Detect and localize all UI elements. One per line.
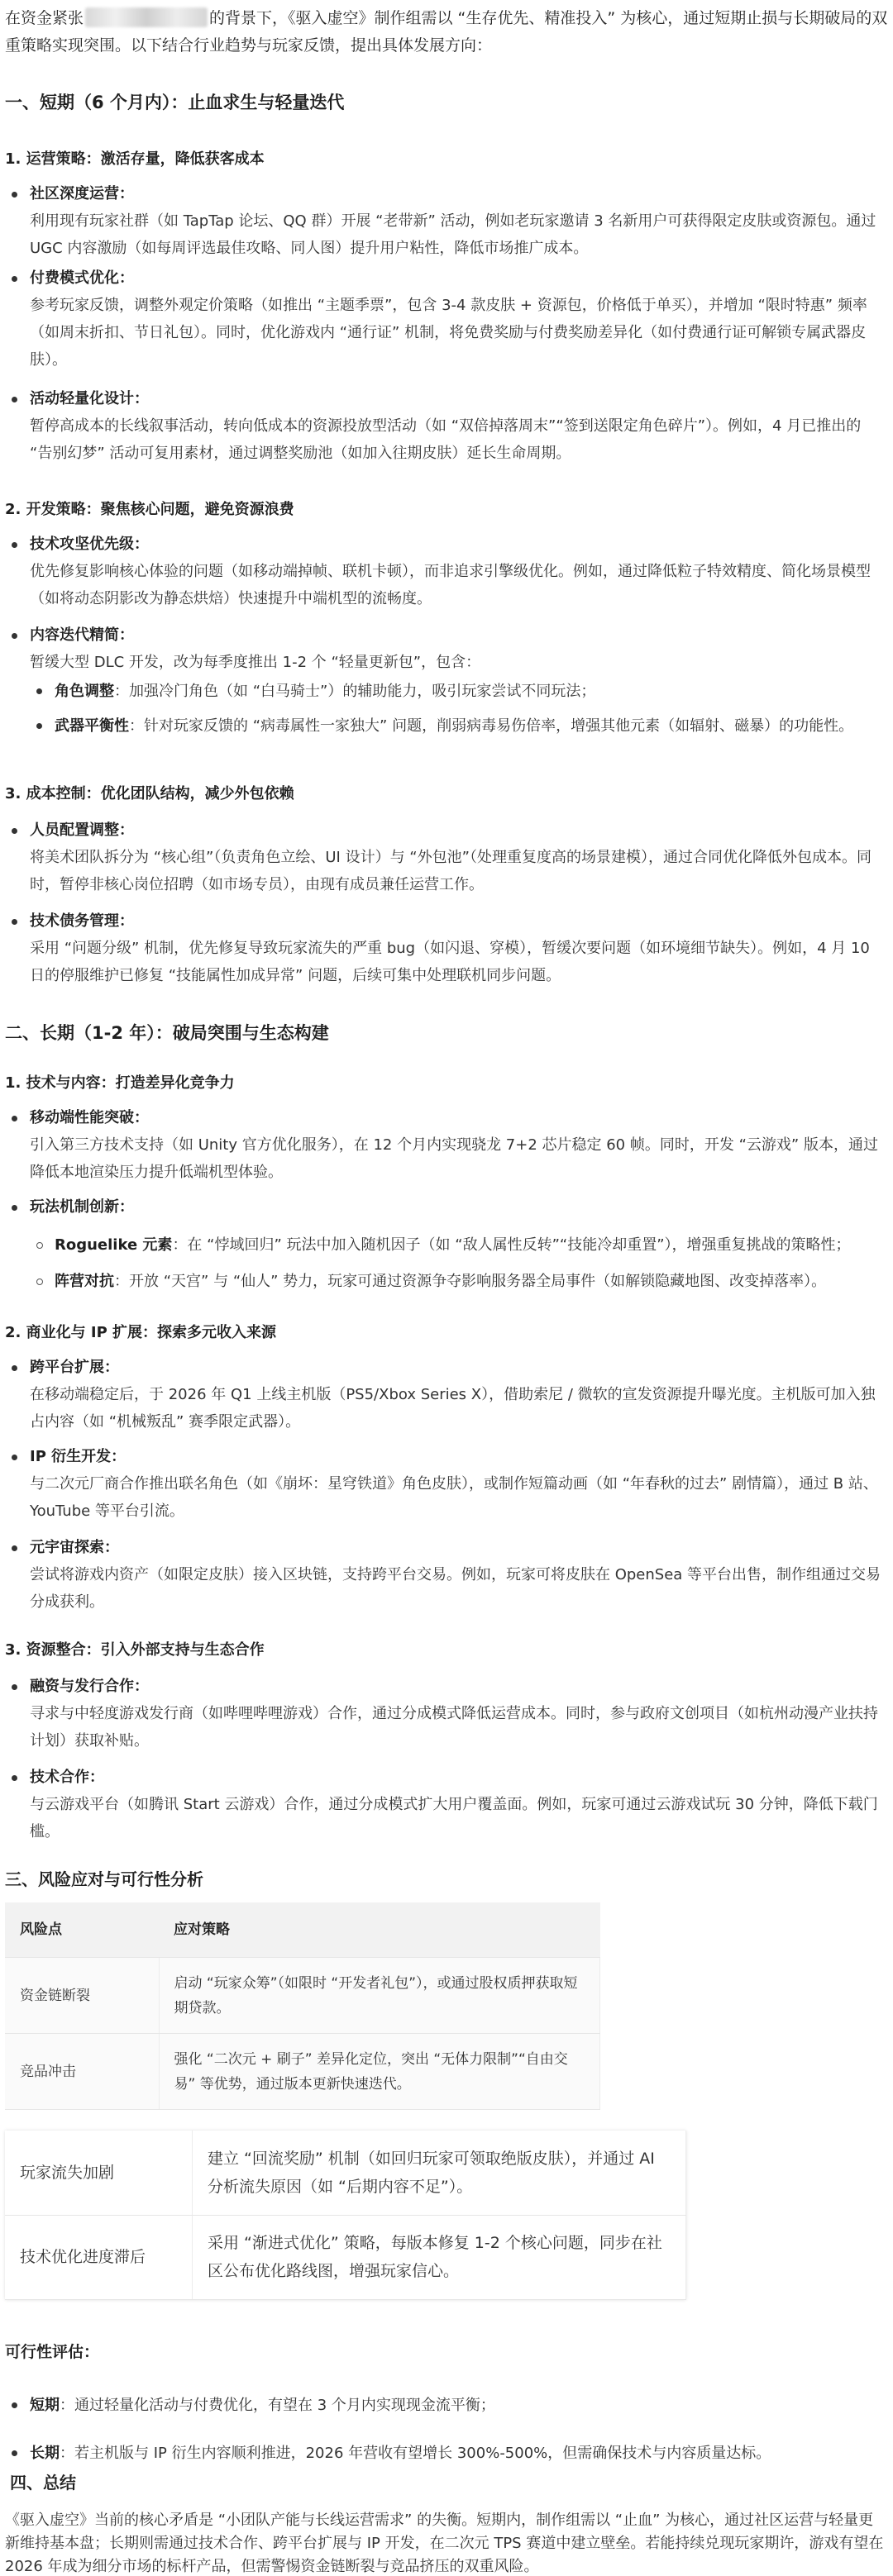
section-1-sub-2-title: 2. 开发策略：聚焦核心问题，避免资源浪费: [5, 501, 294, 518]
section-4-title: 四、总结: [10, 2473, 76, 2493]
item-head: 技术债务管理：: [30, 912, 134, 930]
strategy-cell: 建立 “回流奖励” 机制（如回归玩家可领取绝版皮肤），并通过 AI 分析流失原因（如 “后期内容不足”）。: [193, 2131, 686, 2215]
sub-item-body: ：加强冷门角色（如 “白马骑士”）的辅助能力，吸引玩家尝试不同玩法；: [114, 683, 596, 700]
table-row: [5, 2131, 686, 2215]
sub-item-head: Roguelike 元素: [55, 1236, 173, 1254]
item-head: 移动端性能突破：: [30, 1109, 149, 1126]
intro-paragraph: [5, 5, 888, 60]
bullet-icon: [12, 828, 17, 834]
sub-item-head: 阵营对抗: [55, 1273, 114, 1290]
feasibility-body: ：通过轻量化活动与付费优化，有望在 3 个月内实现现金流平衡；: [60, 2397, 495, 2414]
item-head: 付费模式优化：: [30, 269, 134, 287]
table-row: [5, 1958, 600, 2034]
bullet-icon: [12, 919, 17, 925]
bullet-icon: [12, 276, 17, 282]
table-header-row: [5, 1902, 600, 1958]
item-head: 跨平台扩展：: [30, 1359, 119, 1376]
section-1-sub-1-title: 1. 运营策略：激活存量，降低获客成本: [5, 150, 265, 168]
bullet-icon: [12, 192, 17, 198]
strategy-cell: 启动 “玩家众筹”（如限时 “开发者礼包”），或通过股权质押获取短期贷款。: [159, 1958, 600, 2034]
risk-cell: 技术优化进度滞后: [5, 2215, 193, 2299]
table-header-risk: 风险点: [5, 1902, 159, 1958]
bullet-icon: [12, 1684, 17, 1690]
item-body: 寻求与中轻度游戏发行商（如哔哩哔哩游戏）合作，通过分成模式降低运营成本。同时，参与政府文创项目（如杭州动漫产业扶持计划）获取补贴。: [30, 1705, 878, 1750]
redacted-blur: [85, 7, 208, 27]
bullet-icon: [12, 1455, 17, 1460]
item-head: 融资与发行合作：: [30, 1678, 149, 1695]
item-body: 与二次元厂商合作推出联名角色（如《崩坏：星穹铁道》角色皮肤），或制作短篇动画（如 “年春秋的过去” 剧情篇），通过 B 站、YouTube 等平台引流。: [30, 1475, 878, 1520]
risk-table-continued: [5, 2131, 686, 2300]
summary-paragraph: 《驱入虚空》当前的核心矛盾是 “小团队产能与长线运营需求” 的失衡。短期内，制作组需以 “止血” 为核心，通过社区运营与轻量更新维持基本盘；长期则需通过技术合作、跨平台扩展与 IP 开发，在二次元 TPS 赛道中建立壁垒。若能持续兑现玩家期许，游戏有望在 2026 年成为细分市场的标杆产品，但需警惕资金链断裂与竞品挤压的双重风险。: [5, 2512, 884, 2575]
section-2-sub-1-title: 1. 技术与内容：打造差异化竞争力: [5, 1074, 235, 1092]
item-body: 暂停高成本的长线叙事活动，转向低成本的资源投放型活动（如 “双倍掉落周末”“签到送限定角色碎片”）。例如，4 月已推出的 “告别幻梦” 活动可复用素材，通过调整奖励池（如加入往期皮肤）延长生命周期。: [30, 417, 862, 462]
bullet-icon: [12, 542, 17, 548]
item-body: 将美术团队拆分为 “核心组”（负责角色立绘、UI 设计）与 “外包池”（处理重复度高的场景建模），通过合同优化降低外包成本。同时，暂停非核心岗位招聘（如市场专员），由现有成员兼任运营工作。: [30, 849, 872, 893]
bullet-icon: [12, 633, 17, 639]
sub-item-body: ：针对玩家反馈的 “病毒属性一家独大” 问题，削弱病毒易伤倍率，增强其他元素（如辐射、磁暴）的功能性。: [129, 717, 854, 735]
risk-cell: 资金链断裂: [5, 1958, 159, 2034]
bullet-icon: [12, 2450, 17, 2456]
feasibility-body: ：若主机版与 IP 衍生内容顺利推进，2026 年营收有望增长 300%-500%，但需确保技术与内容质量达标。: [60, 2445, 771, 2462]
item-body: 暂缓大型 DLC 开发，改为每季度推出 1-2 个 “轻量更新包”，包含：: [30, 654, 481, 671]
table-header-strategy: 应对策略: [159, 1902, 600, 1958]
section-2-sub-3-title: 3. 资源整合：引入外部支持与生态合作: [5, 1641, 265, 1659]
sub-item-body: ：在 “悖域回归” 玩法中加入随机因子（如 “敌人属性反转”“技能冷却重置”），增强重复挑战的策略性；: [172, 1236, 851, 1254]
section-3-title: 三、风险应对与可行性分析: [5, 1869, 203, 1889]
bullet-icon: [12, 397, 17, 402]
item-body: 优先修复影响核心体验的问题（如移动端掉帧、联机卡顿），而非追求引擎级优化。例如，通过降低粒子特效精度、简化场景模型（如将动态阴影改为静态烘焙）快速提升中端机型的流畅度。: [30, 563, 871, 607]
feasibility-head: 短期: [30, 2397, 60, 2414]
sub-item-head: 武器平衡性: [55, 717, 129, 735]
item-body: 参考玩家反馈，调整外观定价策略（如推出 “主题季票”，包含 3-4 款皮肤 + 资源包，价格低于单买），并增加 “限时特惠” 频率（如周末折扣、节日礼包）。同时，优化游戏内 “通行证” 机制，将免费奖励与付费奖励差异化（如付费通行证可解锁专属武器皮肤）。: [30, 297, 867, 369]
item-head: 内容迭代精简：: [30, 626, 134, 644]
bullet-icon: [36, 723, 42, 729]
item-body: 利用现有玩家社群（如 TapTap 论坛、QQ 群）开展 “老带新” 活动，例如老玩家邀请 3 名新用户可获得限定皮肤或资源包。通过 UGC 内容激励（如每周评选最佳攻略、同人图）提升用户粘性，降低市场推广成本。: [30, 212, 876, 257]
strategy-cell: 强化 “二次元 + 刷子” 差异化定位，突出 “无体力限制”“自由交易” 等优势，通过版本更新快速迭代。: [159, 2034, 600, 2110]
item-head: 活动轻量化设计：: [30, 390, 149, 407]
risk-table: [5, 1902, 600, 2110]
item-body: 在移动端稳定后，于 2026 年 Q1 上线主机版（PS5/Xbox Series X），借助索尼 / 微软的宣发资源提升曝光度。主机版可加入独占内容（如 “机械叛乱” 赛季限定武器）。: [30, 1386, 876, 1431]
item-head: 社区深度运营：: [30, 185, 134, 202]
hollow-bullet-icon: [36, 1242, 43, 1249]
risk-cell: 竞品冲击: [5, 2034, 159, 2110]
feasibility-head: 长期: [30, 2445, 60, 2462]
item-head: IP 衍生开发：: [30, 1448, 127, 1465]
bullet-icon: [36, 688, 42, 694]
hollow-bullet-icon: [36, 1278, 43, 1285]
section-2-title: 二、长期（1-2 年）：破局突围与生态构建: [5, 1023, 329, 1043]
item-body: 与云游戏平台（如腾讯 Start 云游戏）合作，通过分成模式扩大用户覆盖面。例如，玩家可通过云游戏试玩 30 分钟，降低下载门槛。: [30, 1796, 878, 1840]
item-body: 尝试将游戏内资产（如限定皮肤）接入区块链，支持跨平台交易。例如，玩家可将皮肤在 OpenSea 等平台出售，制作组通过交易分成获利。: [30, 1566, 881, 1611]
feasibility-label: 可行性评估：: [5, 2343, 100, 2361]
bullet-icon: [12, 2402, 17, 2408]
table-row: [5, 2034, 600, 2110]
bullet-icon: [12, 1116, 17, 1121]
intro-text-end: 的背景下，《驱入虚空》制作组需以 “生存优先、精准投入” 为核心，通过短期止损与长期破局的双重策略实现突围。以下结合行业趋势与玩家反馈，提出具体发展方向：: [5, 9, 888, 55]
sub-item-body: ：开放 “天宫” 与 “仙人” 势力，玩家可通过资源争夺影响服务器全局事件（如解锁隐藏地图、改变掉落率）。: [114, 1273, 827, 1290]
item-head: 技术攻坚优先级：: [30, 536, 149, 553]
item-body: 采用 “问题分级” 机制，优先修复导致玩家流失的严重 bug（如闪退、穿模），暂缓次要问题（如环境细节缺失）。例如，4 月 10 日的停服维护已修复 “技能属性加成异常” 问题，后续可集中处理联机同步问题。: [30, 940, 870, 984]
item-body: 引入第三方技术支持（如 Unity 官方优化服务），在 12 个月内实现骁龙 7+2 芯片稳定 60 帧。同时，开发 “云游戏” 版本，通过降低本地渲染压力提升低端机型体验。: [30, 1136, 878, 1181]
item-head: 玩法机制创新：: [30, 1198, 134, 1216]
item-head: 元宇宙探索：: [30, 1539, 119, 1556]
intro-text-start: 在资金紧张: [5, 9, 84, 27]
section-2-sub-2-title: 2. 商业化与 IP 扩展：探索多元收入来源: [5, 1324, 277, 1341]
item-head: 人员配置调整：: [30, 821, 134, 839]
table-row: [5, 2215, 686, 2299]
bullet-icon: [12, 1775, 17, 1781]
item-head: 技术合作：: [30, 1769, 104, 1786]
sub-item-head: 角色调整: [55, 683, 114, 700]
bullet-icon: [12, 1205, 17, 1211]
section-1-sub-3-title: 3. 成本控制：优化团队结构，减少外包依赖: [5, 785, 294, 802]
bullet-icon: [12, 1365, 17, 1371]
bullet-icon: [12, 1545, 17, 1551]
section-1-title: 一、短期（6 个月内）：止血求生与轻量迭代: [5, 93, 345, 112]
strategy-cell: 采用 “渐进式优化” 策略，每版本修复 1-2 个核心问题，同步在社区公布优化路线图，增强玩家信心。: [193, 2215, 686, 2299]
risk-cell: 玩家流失加剧: [5, 2131, 193, 2215]
